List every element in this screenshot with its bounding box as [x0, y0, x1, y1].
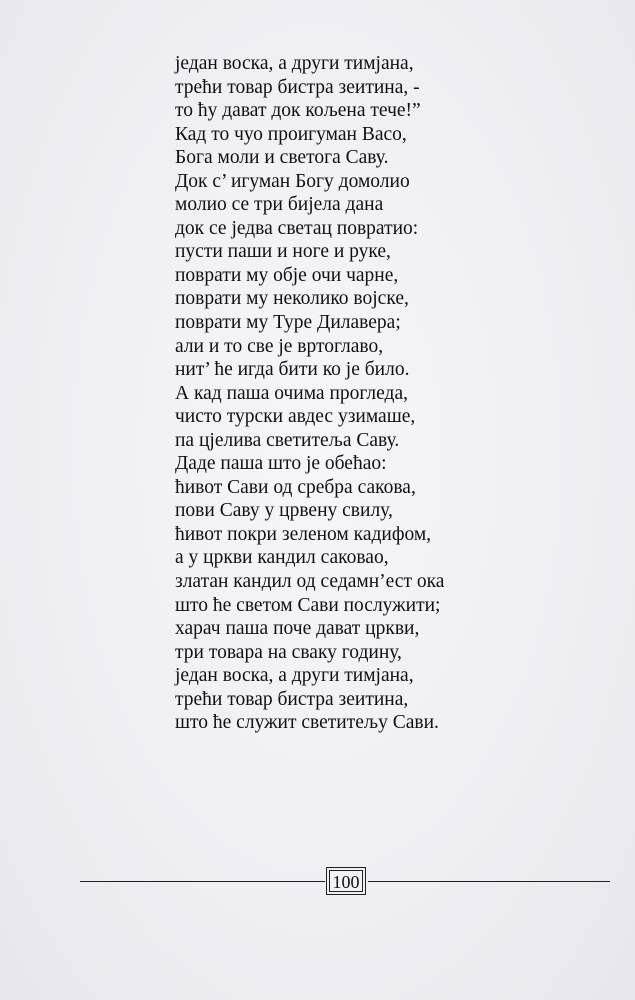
poem-line: што ће служит светитељу Сави. [175, 712, 439, 734]
poem-line: али и то све је вртоглаво, [175, 335, 384, 357]
page-footer [80, 868, 610, 898]
poem-line: Бога моли и светога Саву. [175, 147, 389, 169]
poem-line: Док с’ игуман Богу домолио [175, 170, 410, 192]
poem-line: то ћу дават док кољена тече!” [175, 100, 421, 122]
poem-line: пови Саву у црвену свилу, [175, 500, 393, 522]
poem-line: трећи товар бистра зеитина, - [175, 76, 420, 98]
poem-line: харач паша поче дават цркви, [175, 618, 420, 640]
poem-line: поврати му Туре Дилавера; [175, 312, 401, 334]
poem-line: три товара на сваку годину, [175, 641, 402, 663]
poem-line: А кад паша очима прогледа, [175, 382, 408, 404]
footer-rule-left [80, 881, 325, 882]
poem-line: поврати му неколико војске, [175, 288, 409, 310]
poem-line: а у цркви кандил саковао, [175, 547, 389, 569]
poem-line: ћивот Сави од сребра сакова, [175, 476, 416, 498]
poem-line: нит’ ће игда бити ко је било. [175, 359, 410, 381]
page-number: 100 [329, 870, 363, 892]
poem-line: Кад то чуо проигуман Васо, [175, 123, 407, 145]
poem-line: поврати му обје очи чарне, [175, 264, 399, 286]
poem-line: трећи товар бистра зеитина, [175, 688, 409, 710]
poem-line: пусти паши и ноге и руке, [175, 241, 391, 263]
poem-line: један воска, а други тимјана, [175, 665, 414, 687]
poem-text [175, 52, 515, 735]
poem-line: па цјелива светитеља Саву. [175, 429, 400, 451]
poem-line: чисто турски авдес узимаше, [175, 406, 416, 428]
poem-line: један воска, а други тимјана, [175, 53, 414, 74]
poem-line: златан кандил од седамн’ест ока [175, 571, 445, 593]
poem-line: ћивот покри зеленом кадифом, [175, 523, 432, 545]
poem-line: што ће светом Сави послужити; [175, 594, 441, 616]
poem-line: молио се три бијела дана [175, 194, 384, 216]
footer-rule-right [368, 881, 610, 882]
poem-line: Даде паша што је обећао: [175, 453, 387, 475]
poem-line: док се једва светац повратио: [175, 217, 419, 239]
